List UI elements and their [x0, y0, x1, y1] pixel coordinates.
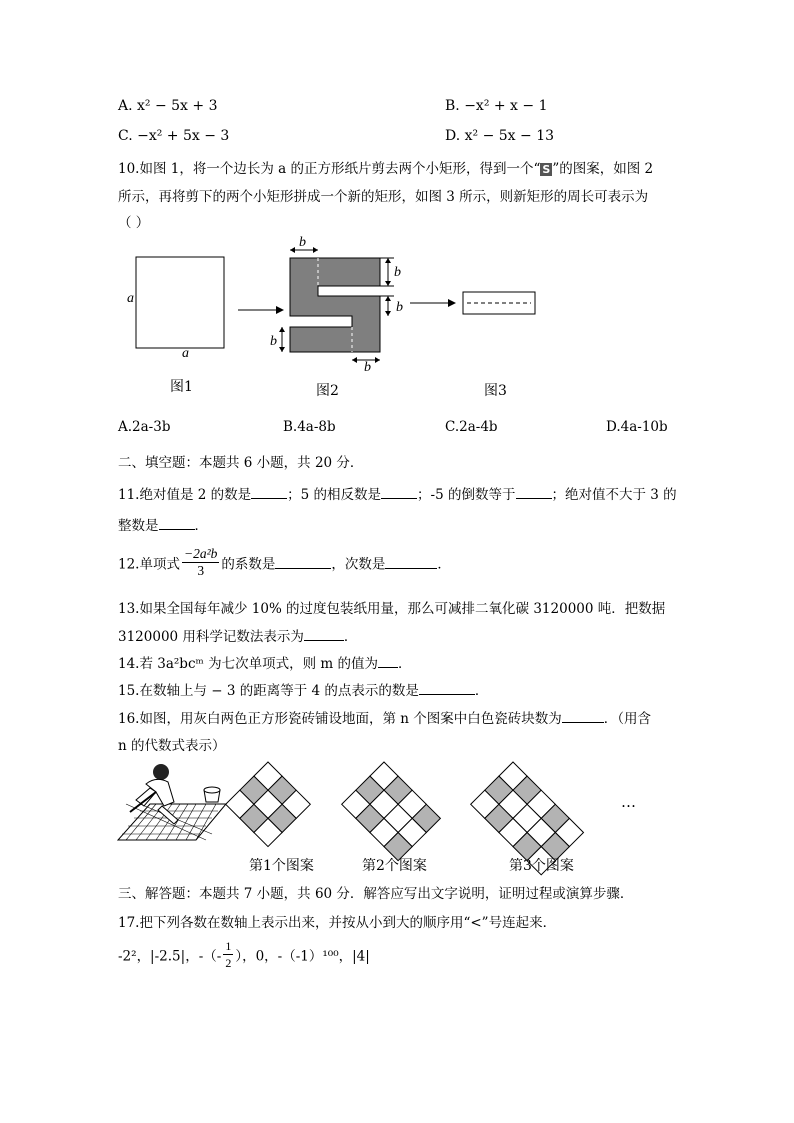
q10-stem-text-end: ”的图案，如图 2	[552, 161, 654, 177]
q17-fraction: $\frac{1}{2}$	[225, 939, 232, 970]
fig1-caption: 图1	[170, 379, 193, 395]
q17-numbers: -2²，|-2.5|，-（- $\frac{1}{2}$ ），0，-（-1）¹⁰⁰，|4|	[118, 939, 370, 970]
fig1-label-a-bottom: a	[182, 346, 189, 361]
s-shape-glyph: S	[542, 163, 551, 176]
section2-title: 二、填空题：本题共 6 小题，共 20 分．	[118, 455, 364, 471]
q14-line: 14.若 3a²bcᵐ 为七次单项式，则 m 的值为 ．	[118, 656, 412, 672]
pattern-2-caption: 第2个图案	[362, 858, 427, 874]
pattern-1-caption: 第1个图案	[249, 858, 314, 874]
q9-option-b: B. −x² + x − 1	[445, 98, 548, 114]
q10-stem-line2: 所示，再将剪下的两个小矩形拼成一个新的矩形，如图 3 所示，则新矩形的周长可表示为	[118, 189, 649, 205]
q10-stem-line3: （ ）	[118, 215, 150, 231]
tile-pattern-2	[342, 762, 441, 861]
fig2-label-b-right1: b	[394, 265, 401, 280]
q10-option-d: D.4a-10b	[606, 419, 668, 435]
q10-option-a: A.2a-3b	[118, 419, 171, 435]
q10-stem-text: 10.如图 1，将一个边长为 a 的正方形纸片剪去两个小矩形，得到一个“	[118, 161, 541, 177]
fig2-label-b-top: b	[299, 235, 306, 250]
q12-fraction: $\frac{\text{−2a²b}}{3}$	[183, 546, 218, 578]
q16-line2: n 的代数式表示）	[118, 738, 226, 754]
q9-option-a: A. x² − 5x + 3	[118, 98, 218, 114]
q9-option-d: D. x² − 5x − 13	[445, 128, 555, 144]
fig2-label-b-bottom: b	[364, 360, 371, 375]
q17-line1: 17.把下列各数在数轴上表示出来，并按从小到大的顺序用“<”号连起来．	[118, 915, 557, 931]
q16-line1: 16.如图，用灰白两色正方形瓷砖铺设地面，第 n 个图案中白色瓷砖块数为 ．（用含	[118, 711, 651, 727]
fig2-label-b-left: b	[270, 334, 277, 349]
pattern-3-caption: 第3个图案	[509, 858, 574, 874]
q13-line2: 3120000 用科学记数法表示为 ．	[118, 629, 358, 645]
q10-option-c: C.2a-4b	[445, 419, 498, 435]
fig3-caption: 图3	[484, 383, 507, 399]
fig2-label-b-right2: b	[396, 300, 403, 315]
q12-line: 12.单项式 $\frac{\text{−2a²b}}{3}$ 的系数是 ，次数是 ．	[118, 546, 451, 578]
section3-title: 三、解答题：本题共 7 小题，共 60 分．解答应写出文字说明，证明过程或演算步骤．	[118, 886, 634, 902]
q10-option-b: B.4a-8b	[283, 419, 336, 435]
q11-line2: 整数是 ．	[118, 518, 208, 534]
q9-option-c: C. −x² + 5x − 3	[118, 128, 230, 144]
q15-line: 15.在数轴上与 − 3 的距离等于 4 的点表示的数是 ．	[118, 683, 489, 699]
pattern-ellipsis: …	[621, 793, 636, 811]
q13-line1: 13.如果全国每年减少 10% 的过度包装纸用量，那么可减排二氧化碳 3120000 吨．把数据	[118, 601, 666, 617]
fig2-caption: 图2	[316, 383, 339, 399]
tile-pattern-1	[226, 762, 311, 847]
fig1-label-a-side: a	[127, 291, 134, 306]
q11-line1: 11.绝对值是 2 的数是 ；5 的相反数是 ；-5 的倒数等于 ；绝对值不大于 3 的	[118, 487, 677, 503]
